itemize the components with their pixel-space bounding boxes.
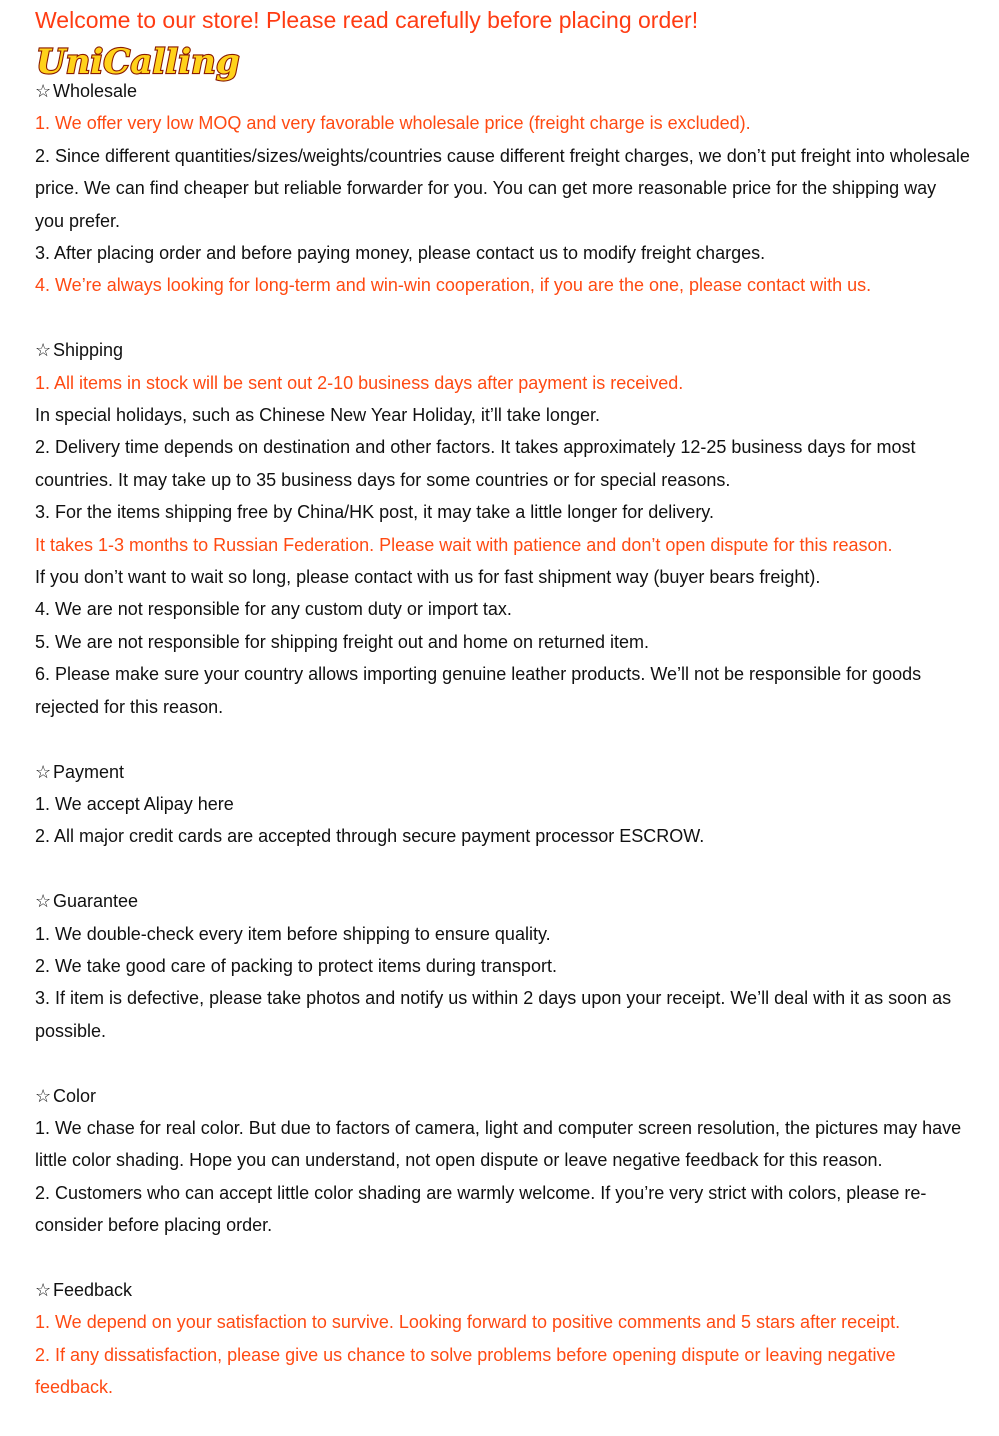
section-heading xyxy=(35,1080,970,1112)
notice-line: If you don’t want to wait so long, please contact with us for fast shipment way (buyer bears freight). xyxy=(35,567,821,588)
notice-line: 2. Since different quantities/sizes/weights/countries cause different freight charges, we don’t put freight into wholesale price. We can find cheaper but reliable forwarder for you. You can get more reasonable price for the shipping way you prefer. xyxy=(35,145,970,231)
star-outline-icon: ☆ xyxy=(35,340,52,361)
section-title: Color xyxy=(53,1085,97,1106)
notice-line: 1. We accept Alipay here xyxy=(35,793,234,814)
notice-line: 2. Customers who can accept little color shading are warmly welcome. If you’re very strict with colors, please re-consider before placing order. xyxy=(35,1182,927,1236)
section-color xyxy=(35,1080,970,1242)
section-wholesale xyxy=(35,75,970,302)
section-payment xyxy=(35,756,970,853)
star-outline-icon: ☆ xyxy=(35,81,52,101)
svg-text:UniCalling: UniCalling xyxy=(36,42,240,82)
notice-line: 2. We take good care of packing to protect items during transport. xyxy=(35,955,557,976)
notice-line: 2. Delivery time depends on destination and other factors. It takes approximately 12-25 business days for most countries. It may take up to 35 business days for some countries or for special reasons. xyxy=(35,437,916,490)
section-heading xyxy=(35,1274,970,1306)
notice-line: 3. If item is defective, please take photos and notify us within 2 days upon your receipt. We’ll deal with it as soon as possible. xyxy=(35,988,952,1041)
section-guarantee xyxy=(35,885,970,1047)
notice-line: 6. Please make sure your country allows importing genuine leather products. We’ll not be responsible for goods rejected for this reason. xyxy=(35,664,922,717)
notice-line: 3. For the items shipping free by China/HK post, it may take a little longer for delivery. xyxy=(35,502,714,523)
section-title: Payment xyxy=(53,761,125,782)
section-feedback xyxy=(35,1274,970,1404)
section-title: Shipping xyxy=(53,340,124,361)
notice-line: 4. We’re always looking for long-term and win-win cooperation, if you are the one, please contact with us. xyxy=(35,275,872,296)
notice-line: 3. After placing order and before paying money, please contact us to modify freight charges. xyxy=(35,243,766,264)
section-heading xyxy=(35,756,970,788)
star-outline-icon: ☆ xyxy=(35,1279,52,1300)
notice-line: 5. We are not responsible for shipping freight out and home on returned item. xyxy=(35,631,650,652)
welcome-banner: Welcome to our store! Please read carefully before placing order! xyxy=(35,7,699,33)
star-outline-icon: ☆ xyxy=(35,1085,52,1106)
section-title: Guarantee xyxy=(53,891,139,912)
notice-content xyxy=(35,75,970,1436)
section-title: Wholesale xyxy=(53,81,138,101)
notice-line: 2. If any dissatisfaction, please give us chance to solve problems before opening dispute or leaving negative feedback. xyxy=(35,1344,896,1398)
notice-line: 1. We offer very low MOQ and very favorable wholesale price (freight charge is excluded). xyxy=(35,113,751,134)
section-heading xyxy=(35,885,970,917)
notice-line: 1. We depend on your satisfaction to survive. Looking forward to positive comments and 5 stars after receipt. xyxy=(35,1312,901,1333)
notice-line: In special holidays, such as Chinese New Year Holiday, it’ll take longer. xyxy=(35,405,600,426)
notice-line: 1. All items in stock will be sent out 2-10 business days after payment is received. xyxy=(35,372,684,393)
notice-line: 4. We are not responsible for any custom duty or import tax. xyxy=(35,599,512,620)
star-outline-icon: ☆ xyxy=(35,891,52,912)
section-shipping xyxy=(35,334,970,723)
notice-line: It takes 1-3 months to Russian Federation. Please wait with patience and don’t open dispute for this reason. xyxy=(35,534,893,555)
notice-line: 2. All major credit cards are accepted through secure payment processor ESCROW. xyxy=(35,826,705,847)
notice-line: 1. We chase for real color. But due to factors of camera, light and computer screen resolution, the pictures may have little color shading. Hope you can understand, not open dispute or leave negative feedback for this reason. xyxy=(35,1117,962,1171)
section-title: Feedback xyxy=(53,1279,133,1300)
star-outline-icon: ☆ xyxy=(35,761,52,782)
section-heading xyxy=(35,334,970,366)
section-heading xyxy=(35,75,970,107)
notice-line: 1. We double-check every item before shipping to ensure quality. xyxy=(35,923,551,944)
